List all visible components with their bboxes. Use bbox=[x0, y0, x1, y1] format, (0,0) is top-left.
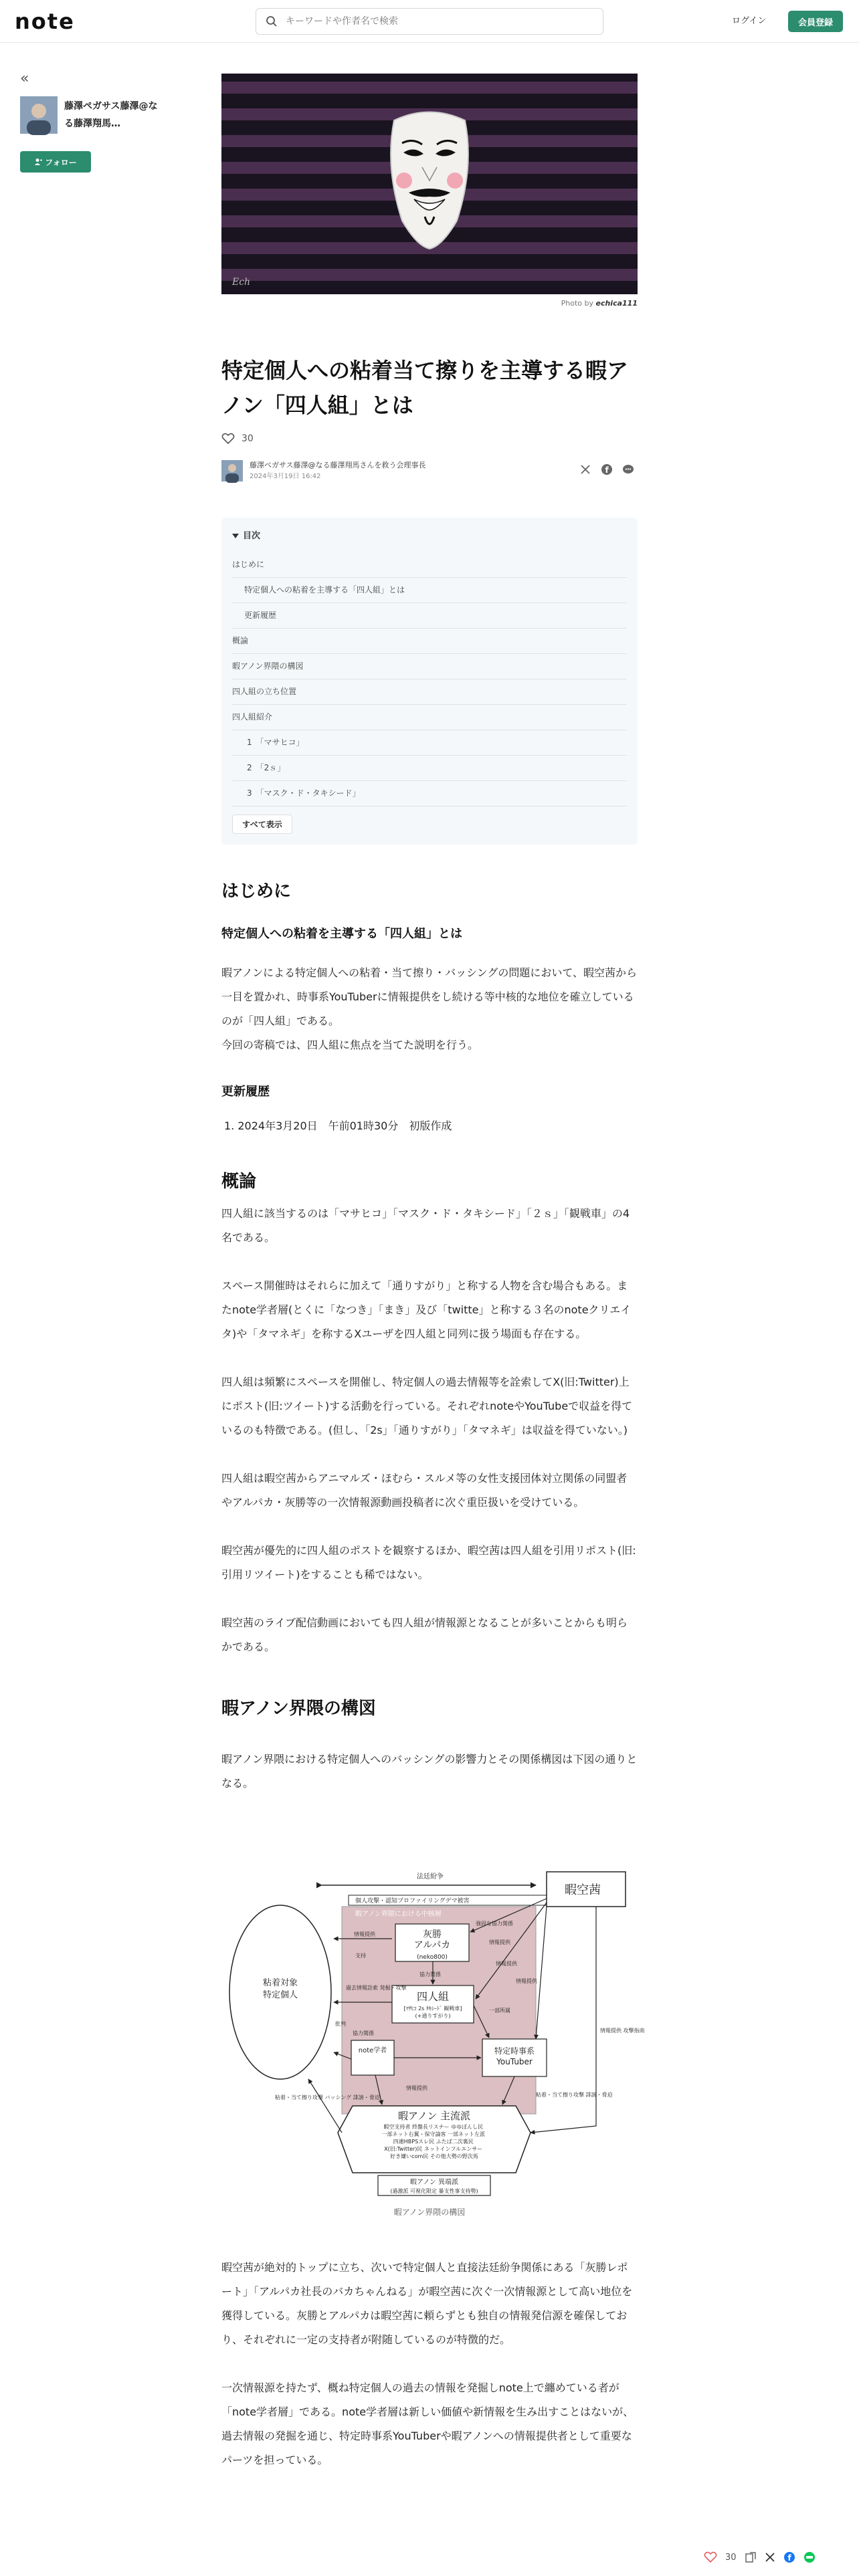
diagram-edge-label: 情報提供 bbox=[406, 2085, 427, 2091]
x-icon[interactable] bbox=[579, 463, 592, 476]
diagram-target-line1: 粘着対象 bbox=[262, 1978, 298, 1988]
paragraph: 今回の寄稿では、四人組に焦点を当てた説明を行う。 bbox=[221, 1039, 479, 1051]
toc-item[interactable]: 暇アノン界隈の構図 bbox=[232, 654, 627, 679]
toc-item[interactable]: はじめに bbox=[232, 552, 627, 578]
search-icon bbox=[266, 15, 278, 27]
photo-credit: Photo by echica111 bbox=[561, 299, 638, 308]
signup-button[interactable]: 会員登録 bbox=[788, 11, 843, 32]
diagram-haikatsu-sub: (neko800) bbox=[417, 1954, 448, 1961]
diagram-four: 四人組 bbox=[416, 1990, 450, 2003]
diagram-four-sub-2: (+通りすがり) bbox=[415, 2013, 451, 2019]
diagram-edge-label: 粘着・当て擦り攻撃 誹謗・脅迫 bbox=[536, 2092, 613, 2098]
author-name[interactable]: 藤澤ペガサス藤澤@なる藤澤翔馬… bbox=[64, 101, 158, 129]
diagram-haikatsu-1: 灰勝 bbox=[423, 1929, 442, 1940]
paragraph: 暇空茜が優先的に四人組のポストを観察するほか、暇空茜は四人組を引用リポスト(旧:引用リツイート)をすることも稀ではない。 bbox=[221, 1544, 636, 1581]
figure-caption: 暇アノン界隈の構図 bbox=[393, 2208, 466, 2217]
diagram-mainstream: 暇アノン 主流派 bbox=[398, 2110, 470, 2122]
history-list: 1. 2024年3月20日 午前01時30分 初版作成 bbox=[224, 1119, 452, 1132]
diagram-edge-label: 過去情報詮索 発掘・攻撃 bbox=[346, 1985, 407, 1991]
svg-text:Ech: Ech bbox=[232, 277, 251, 288]
diagram-mainstream-3: 四連HBPSスレ民 ふたば二次裏民 bbox=[393, 2139, 474, 2145]
login-link[interactable]: ログイン bbox=[732, 16, 767, 26]
diagram-mainstream-5: 好き嫌いcom民 その他大勢の野次馬 bbox=[390, 2153, 478, 2159]
diagram-edge-label: 情報提供 bbox=[516, 1978, 537, 1984]
diagram-top-label: 法廷紛争 bbox=[417, 1873, 444, 1881]
diagram-mainstream-1: 暇空支持者 終盤長リスナー ゆゆぽんし民 bbox=[383, 2124, 484, 2130]
paragraph: 四人組は頻繁にスペースを開催し、特定個人の過去情報等を詮索してX(旧:Twitter)上にポスト(旧:ツイート)する活動を行っている。それぞれnoteやYouTubeで収益を得ているのも特徴である。(但し、「2s」「通りすがり」「タマネギ」は収益を得ていない。) bbox=[221, 1376, 633, 1436]
diagram-mainstream-2: 一部ネット右翼・保守論客 一部ネット左派 bbox=[381, 2131, 485, 2137]
search-input[interactable] bbox=[286, 16, 580, 27]
diagram-fringe: 暇アノン 異端派 bbox=[410, 2179, 458, 2186]
toc-item[interactable]: 更新履歴 bbox=[232, 603, 627, 629]
byline-author[interactable]: 藤澤ペガサス藤澤@なる藤澤翔馬さんを救う会理事長 bbox=[250, 461, 426, 469]
x-icon[interactable] bbox=[765, 2552, 775, 2563]
diagram-edge-label: 情報提供 bbox=[496, 1961, 517, 1967]
diagram-band-label: 個人攻撃・認知プロファイリングデマ被害 bbox=[355, 1898, 470, 1905]
share-buttons bbox=[579, 463, 635, 476]
diagram-edge-label: 支持 bbox=[355, 1953, 366, 1959]
byline-avatar[interactable] bbox=[221, 460, 243, 481]
publish-date: 2024年3月19日 16:42 bbox=[250, 473, 321, 480]
svg-text:f: f bbox=[605, 465, 609, 475]
toc-item[interactable]: 概論 bbox=[232, 629, 627, 654]
structure-figure bbox=[221, 1858, 645, 2218]
paragraph: 四人組は暇空茜からアニマルズ・ほむら・スルメ等の女性支援団体対立関係の同盟者やアルパカ・灰勝等の一次情報源動画投稿者に次ぐ重臣扱いを受けている。 bbox=[221, 1472, 628, 1509]
diagram-fringe-sub: (過激派 可視化限定 暴支性事支持勢) bbox=[390, 2188, 478, 2194]
diagram-edge-label: 粘着・当て擦り攻撃 バッシング 誹謗・脅迫 bbox=[275, 2095, 380, 2101]
diagram-hima: 暇空茜 bbox=[565, 1883, 601, 1897]
toc-item[interactable]: 四人組紹介 bbox=[232, 705, 627, 730]
hero-image bbox=[221, 74, 638, 294]
article-title: 特定個人への粘着当て擦りを主導する暇アノン「四人組」とは bbox=[221, 358, 629, 418]
heading-intro-sub: 特定個人への粘着を主導する「四人組」とは bbox=[221, 927, 462, 941]
follow-label: フォロー bbox=[45, 157, 77, 167]
like-area bbox=[221, 431, 638, 447]
floating-action-bar bbox=[704, 2548, 851, 2567]
structure-diagram bbox=[221, 1858, 645, 2199]
paragraph: 暇アノン界隈における特定個人へのバッシングの影響力とその関係構図は下図の通りとなる。 bbox=[221, 1753, 638, 1790]
diagram-edge-label: 情報提供 bbox=[354, 1931, 375, 1937]
share-icon[interactable] bbox=[745, 2551, 757, 2563]
history-item: 2024年3月20日 午前01時30分 初版作成 bbox=[237, 1119, 452, 1132]
heart-icon[interactable] bbox=[704, 2551, 717, 2563]
search-box[interactable] bbox=[256, 8, 603, 35]
diagram-edge-label: 協力関係 bbox=[419, 1971, 441, 1977]
heart-icon[interactable] bbox=[221, 433, 235, 445]
table-of-contents bbox=[221, 518, 638, 845]
follow-button[interactable] bbox=[20, 151, 91, 173]
toc-item[interactable]: 特定個人への粘着を主導する「四人組」とは bbox=[232, 578, 627, 603]
chevron-double-left-icon[interactable]: « bbox=[20, 70, 29, 87]
diagram-target-line2: 特定個人 bbox=[262, 1990, 298, 2000]
paragraph: 四人組に該当するのは「マサヒコ」「マスク・ド・タキシード」「２ｓ」「観戦車」の4名である。 bbox=[221, 1207, 630, 1244]
diagram-edge-label: 一部所属 bbox=[489, 2008, 510, 2014]
toc-item[interactable]: 2 「2ｓ」 bbox=[232, 756, 627, 781]
heading-history: 更新履歴 bbox=[221, 1085, 270, 1099]
diagram-edge-label: 協力関係 bbox=[353, 2030, 374, 2036]
paragraph: 暇アノンによる特定個人への粘着・当て擦り・バッシングの問題において、暇空茜から一目を置かれ、時事系YouTuberに情報提供をし続ける等中核的な地位を確立しているのが「四人組」である。 bbox=[221, 966, 638, 1027]
byline bbox=[221, 460, 638, 484]
toc-list bbox=[232, 552, 627, 807]
footer-like-count[interactable]: 30 bbox=[725, 2552, 737, 2563]
diagram-youtuber-1: 特定時事系 bbox=[494, 2046, 535, 2056]
diagram-edge-label: 強固な協力関係 bbox=[476, 1921, 513, 1927]
diagram-edge-label: 情報提供 bbox=[489, 1939, 510, 1945]
toc-item[interactable]: 3 「マスク・ド・タキシード」 bbox=[232, 781, 627, 807]
diagram-mainstream-4: X(旧:Twitter)民 ネットインフルエンサー bbox=[384, 2146, 483, 2152]
paragraph: スペース開催時はそれらに加えて「通りすがり」と称する人物を含む場合もある。またnote学者層(とくに「なつき」「まき」及び「twitte」と称する３名のnoteクリエイタ)や「タマネギ」を称するXユーザを四人組と同列に扱う場面も存在する。 bbox=[221, 1279, 632, 1340]
paragraph: 一次情報源を持たず、概ね特定個人の過去の情報を発掘しnote上で纏めている者が「note学者層」である。note学者層は新しい価値や新情報を生み出すことはないが、過去情報の発掘を通じ、特定時事系YouTuberや暇アノンへの情報提供者として重要なパーツを担っている。 bbox=[221, 2381, 634, 2466]
diagram-haikatsu-2: アルパカ bbox=[413, 1940, 451, 1951]
caret-down-icon bbox=[232, 534, 239, 539]
comment-icon[interactable] bbox=[622, 463, 635, 476]
facebook-icon[interactable] bbox=[600, 463, 613, 476]
article bbox=[221, 74, 645, 2472]
photo-credit-link[interactable]: echica111 bbox=[595, 299, 638, 308]
avatar[interactable] bbox=[20, 96, 58, 134]
diagram-core-label: 暇アノン界隈における中核層 bbox=[355, 1911, 442, 1918]
global-header bbox=[0, 0, 859, 43]
user-plus-icon bbox=[34, 158, 42, 166]
paragraph: 暇空茜が絶対的トップに立ち、次いで特定個人と直接法廷紛争関係にある「灰勝レポート」「アルパカ社長のバカちゃんねる」が暇空茜に次ぐ一次情報源として高い地位を獲得している。灰勝とアルパカは暇空茜に頼らずとも独自の情報発信源を確保しており、それぞれに一定の支持者が附随しているのが特徴的だ。 bbox=[221, 2261, 633, 2346]
diagram-edge-label: 批判 bbox=[335, 2021, 346, 2027]
svg-text:f: f bbox=[787, 2553, 791, 2563]
diagram-four-sub-1: [ﾏｻﾋｺ 2s ﾀｷｼｰﾄﾞ 観戦車] bbox=[403, 2006, 462, 2012]
toc-item[interactable]: 1 「マサヒコ」 bbox=[232, 730, 627, 756]
diagram-note: note学者 bbox=[358, 2047, 387, 2054]
toc-item[interactable]: 四人組の立ち位置 bbox=[232, 679, 627, 705]
paragraph: 暇空茜のライブ配信動画においても四人組が情報源となることが多いことからも明らかである。 bbox=[221, 1616, 628, 1653]
note-logo[interactable]: note bbox=[15, 9, 75, 34]
diagram-youtuber-2: YouTuber bbox=[496, 2057, 533, 2066]
heading-structure: 暇アノン界隈の構図 bbox=[221, 1699, 376, 1719]
facebook-icon[interactable] bbox=[783, 2551, 795, 2563]
toc-show-all-button[interactable]: すべて表示 bbox=[232, 815, 292, 834]
line-icon[interactable] bbox=[803, 2551, 816, 2563]
like-count[interactable]: 30 bbox=[242, 433, 254, 444]
svg-text:暇空支持者 終盤長リスナー ゆゆぽんし民 bbox=[381, 2123, 486, 2159]
diagram-edge-label: 情報提供 攻撃指南 bbox=[600, 2028, 645, 2034]
toc-header[interactable]: 目次 bbox=[232, 530, 627, 543]
heading-overview: 概論 bbox=[221, 1172, 257, 1192]
heading-intro: はじめに bbox=[221, 881, 292, 901]
